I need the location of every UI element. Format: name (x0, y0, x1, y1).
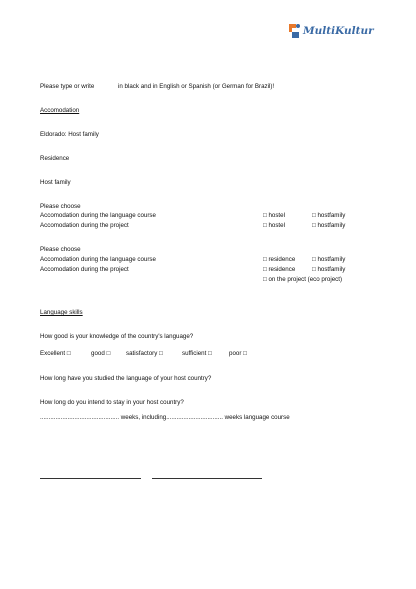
please-choose-2: Please choose (40, 246, 81, 253)
block1-row1-hostel-checkbox[interactable]: □ hostel (263, 212, 285, 219)
intro-text-part2: in black and in English or Spanish (or German for Brazil)! (118, 83, 275, 90)
block1-row2-label: Accomodation during the project (40, 222, 129, 229)
block1-row2-hostel-checkbox[interactable]: □ hostel (263, 222, 285, 229)
block2-row2-hostfamily-checkbox[interactable]: □ hostfamily (312, 266, 346, 273)
signature-line-left[interactable] (40, 478, 141, 479)
language-study-question: How long have you studied the language of your host country? (40, 375, 212, 382)
eldorado-host-family: Eldorado: Host family (40, 131, 99, 138)
level-excellent-checkbox[interactable]: Excellent □ (40, 350, 71, 357)
block1-row1-hostfamily-checkbox[interactable]: □ hostfamily (312, 212, 346, 219)
multikultur-logo-icon (287, 22, 301, 40)
accomodation-heading: Accomodation (40, 107, 80, 114)
block1-row1-label: Accomodation during the language course (40, 212, 156, 219)
language-skills-heading: Language skills (40, 309, 83, 316)
level-good-checkbox[interactable]: good □ (91, 350, 111, 357)
block2-row1-hostfamily-checkbox[interactable]: □ hostfamily (312, 256, 346, 263)
block2-row1-label: Accomodation during the language course (40, 256, 156, 263)
weeks-fill-line[interactable]: .............................................. weeks, including................................. weeks language course (40, 414, 290, 421)
block2-row2-residence-checkbox[interactable]: □ residence (263, 266, 296, 273)
block1-row2-hostfamily-checkbox[interactable]: □ hostfamily (312, 222, 346, 229)
logo-text: MultiKultur (303, 25, 374, 37)
level-poor-checkbox[interactable]: poor □ (229, 350, 247, 357)
host-family-label: Host family (40, 179, 71, 186)
intro-text-part1: Please type or write (40, 83, 95, 90)
level-satisfactory-checkbox[interactable]: satisfactory □ (126, 350, 163, 357)
please-choose-1: Please choose (40, 203, 81, 210)
block2-eco-project-checkbox[interactable]: □ on the project (eco project) (263, 276, 343, 283)
block2-row1-residence-checkbox[interactable]: □ residence (263, 256, 296, 263)
signature-line-right[interactable] (152, 478, 262, 479)
block2-row2-label: Accomodation during the project (40, 266, 129, 273)
level-sufficient-checkbox[interactable]: sufficient □ (182, 350, 212, 357)
residence-label: Residence (40, 155, 70, 162)
stay-duration-question: How long do you intend to stay in your host country? (40, 399, 184, 406)
language-knowledge-question: How good is your knowledge of the country's language? (40, 333, 194, 340)
